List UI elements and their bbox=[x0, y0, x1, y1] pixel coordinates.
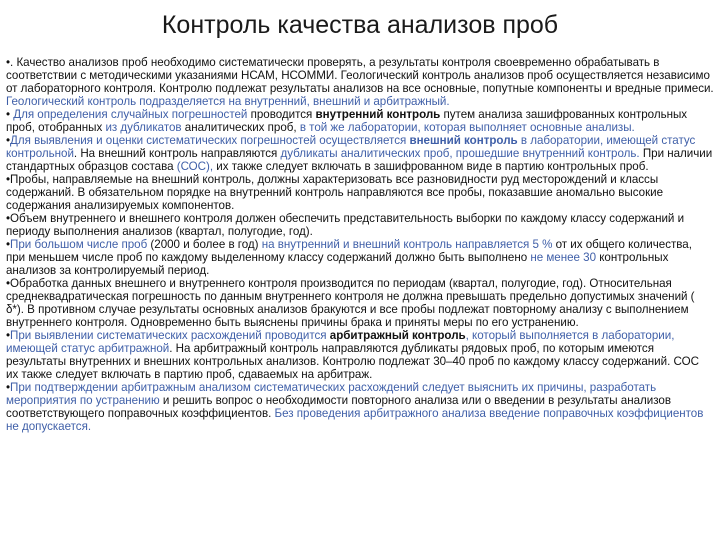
text-segment: Пробы, направляемые на внешний контроль, должны характеризовать все разновидности руд месторождений и классы содержаний. В обязательном порядке на внутренний контроль направляются все пробы, показавшие аномально высокие содержания анализируемых компонентов. bbox=[6, 173, 664, 212]
bullet-marker: • bbox=[6, 329, 11, 342]
highlighted-text: Без проведения арбитражного анализа введение поправочных коэффициентов не допускается. bbox=[6, 407, 704, 433]
highlighted-text: на внутренний и внешний контроль направляется 5 % bbox=[261, 238, 553, 251]
text-segment: . На арбитражный контроль направляются дубликаты рядовых проб, по которым имеются результаты внутренних и внешних контрольных анализов. Контролю подлежат 30–40 проб по каждому классу содержаний. СОС их также следует включать в партию проб, сдаваемых на арбитраж. bbox=[6, 342, 699, 381]
highlighted-text: в лаборатории, имеющей статус контрольной bbox=[6, 134, 696, 160]
paragraph-data-processing bbox=[6, 277, 714, 329]
highlighted-text: из дубликатов bbox=[105, 121, 182, 134]
text-segment: Объем внутреннего и внешнего контроля должен обеспечить представительность выборки по каждому классу содержаний и периоду выполнения анализов (квартал, полугодие, год). bbox=[6, 212, 685, 238]
bold-term: арбитражный контроль bbox=[329, 329, 466, 342]
highlighted-text: При большом числе проб bbox=[10, 238, 148, 251]
text-segment: Обработка данных внешнего и внутреннего контроля производится по периодам (квартал, полугодие, год). Относительная среднеквадратическая погрешность по данным внутреннего контроля не должна превышать предельно допустимых значений ( δ*). В противном случае результаты основных анализов бракуются и все пробы подлежат повторному анализу с выполнением внутреннего контроля. Одновременно быть выяснены причины брака и приняты меры по его устранению. bbox=[6, 277, 695, 329]
text-segment: (2000 и более в год) bbox=[147, 238, 262, 251]
highlighted-text: (СОС), bbox=[176, 160, 214, 173]
highlighted-text: в той же лаборатории, которая выполняет основные анализы. bbox=[299, 121, 635, 134]
highlighted-text: не менее 30 bbox=[530, 251, 597, 264]
paragraph-arbitration-confirmation bbox=[6, 381, 714, 433]
highlighted-text: Геологический контроль подразделяется на внутренний, внешний и арбитражный. bbox=[6, 95, 450, 108]
text-segment: . На внешний контроль направляются bbox=[73, 147, 281, 160]
highlighted-text: Для выявления и оценки систематических погрешностей осуществляется bbox=[10, 134, 410, 147]
highlighted-text: При подтверждении арбитражным анализом систематических расхождений следует выяснить их причины, разработать мероприятия по устранению bbox=[6, 381, 657, 407]
text-segment: контрольных анализов за контролируемый период. bbox=[6, 251, 669, 277]
text-segment: от их общего количества, при меньшем числе проб по каждому выделенному классу содержаний должно быть выполнено bbox=[6, 238, 692, 264]
slide-body bbox=[6, 56, 714, 433]
text-segment: и решить вопрос о необходимости повторного анализа или о введении в результаты анализов соответствующего поправочных коэффициентов. bbox=[6, 394, 671, 420]
highlighted-text: При выявлении систематических расхождений проводится bbox=[10, 329, 330, 342]
bullet-marker: • bbox=[6, 381, 11, 394]
text-segment: Качество анализов проб необходимо систематически проверять, а результаты контроля своевременно обрабатывать в соответствии с методическими указаниями НСАМ, НСОММИ. Геологический контроль анализов проб осуществляется независимо от лабораторного контроля. Контролю подлежат результаты анализов на все основные, попутные компоненты и вредные примеси. bbox=[6, 56, 714, 95]
highlighted-text: дубликаты аналитических проб, прошедшие внутренний контроль. bbox=[280, 147, 640, 160]
bullet-marker: • bbox=[6, 212, 11, 225]
paragraph-arbitration-control bbox=[6, 329, 714, 381]
bold-term: внутренний контроль bbox=[315, 108, 441, 121]
paragraph-sample-selection bbox=[6, 173, 714, 212]
bold-term: внешний контроль bbox=[409, 134, 518, 147]
bullet-marker: •. bbox=[6, 56, 14, 69]
text-segment: путем анализа зашифрованных контрольных проб, отобранных bbox=[6, 108, 688, 134]
bullet-marker: • bbox=[6, 173, 11, 186]
bullet-marker: • bbox=[6, 238, 11, 251]
bullet-marker: • bbox=[6, 134, 11, 147]
paragraph-sample-counts bbox=[6, 238, 714, 277]
paragraph-control-volume bbox=[6, 212, 714, 238]
paragraph-internal-control bbox=[6, 108, 714, 134]
bullet-marker: • bbox=[6, 277, 11, 290]
paragraph-quality-control-intro bbox=[6, 56, 714, 108]
bullet-marker: • bbox=[6, 108, 11, 121]
text-segment: аналитических проб, bbox=[181, 121, 300, 134]
slide-title: Контроль качества анализов проб bbox=[161, 11, 559, 39]
text-segment: При наличии стандартных образцов состава bbox=[6, 147, 713, 173]
text-segment: их также следует включать в зашифрованном виде в партию контрольных проб. bbox=[213, 160, 649, 173]
paragraph-external-control bbox=[6, 134, 714, 173]
text-segment: проводится bbox=[247, 108, 316, 121]
highlighted-text: , который выполняется в лаборатории, имеющей статус арбитражной bbox=[6, 329, 675, 355]
highlighted-text: Для определения случайных погрешностей bbox=[10, 108, 248, 121]
